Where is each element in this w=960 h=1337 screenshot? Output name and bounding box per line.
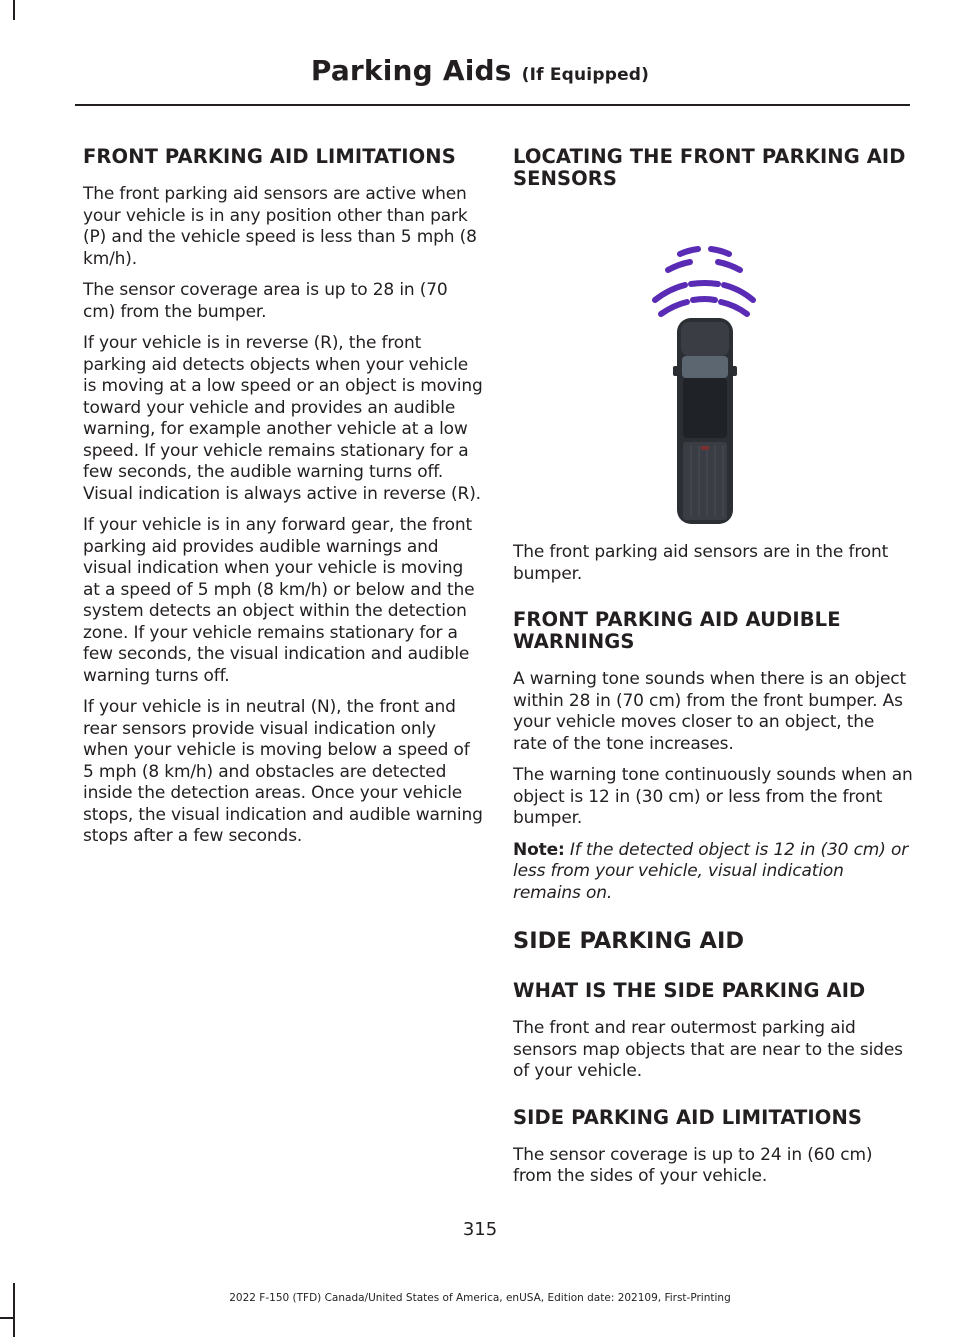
locating-text: The front parking aid sensors are in the front bumper. bbox=[513, 542, 889, 584]
paragraph: The warning tone continuously sounds when an object is 12 in (30 cm) or less from the front bumper. bbox=[513, 765, 913, 828]
page-number: 315 bbox=[462, 1219, 498, 1240]
note-text: If the detected object is 12 in (30 cm) or less from your vehicle, visual indication remains on. bbox=[513, 839, 909, 903]
paragraph: The sensor coverage area is up to 28 in (70 cm) from the bumper. bbox=[83, 280, 448, 322]
paragraph: If your vehicle is in neutral (N), the front and rear sensors provide visual indication only when your vehicle is moving below a speed of 5 mph (8 km/h) and obstacles are detected inside the detection areas. Once your vehicle stops, the visual indication and audible warning stops after a few seconds. bbox=[83, 697, 483, 846]
sensor-wave-arc bbox=[661, 302, 687, 314]
header-divider bbox=[75, 104, 910, 106]
truck-top-view bbox=[673, 318, 737, 524]
crop-mark-bottom-left-h bbox=[0, 1317, 14, 1319]
front-sensor-illustration bbox=[513, 206, 913, 542]
truck-mirror-left bbox=[673, 366, 679, 376]
locating-sensors-heading: LOCATING THE FRONT PARKING AID SENSORS bbox=[513, 145, 906, 190]
truck-roof bbox=[683, 378, 727, 438]
page-title bbox=[0, 54, 960, 87]
truck-bed bbox=[683, 442, 727, 520]
right-column bbox=[513, 146, 913, 1198]
audible-warnings-heading: FRONT PARKING AID AUDIBLE WARNINGS bbox=[513, 608, 841, 653]
truck-brake-light bbox=[701, 446, 709, 450]
paragraph: If your vehicle is in any forward gear, the front parking aid provides audible warnings and visual indication when your vehicle is moving at a speed of 5 mph (8 km/h) or below and the system detects an object within the detection zone. If your vehicle remains stationary for a few seconds, the visual indication and audible warning turns off. bbox=[83, 515, 475, 686]
sensor-wave-arc bbox=[668, 262, 690, 270]
paragraph: The front parking aid sensors are active when your vehicle is in any position other than park (P) and the vehicle speed is less than 5 mph (8 km/h). bbox=[83, 184, 477, 269]
sensor-wave-arc bbox=[680, 249, 698, 254]
sensor-wave-arc bbox=[691, 283, 718, 284]
side-parking-aid-limitations-heading: SIDE PARKING AID LIMITATIONS bbox=[513, 1105, 863, 1129]
section-title: Parking Aids bbox=[310, 54, 512, 87]
section-subtitle: (If Equipped) bbox=[521, 65, 650, 85]
sensor-wave-arc bbox=[655, 285, 685, 300]
note-label: Note: bbox=[513, 839, 565, 860]
paragraph: A warning tone sounds when there is an object within 28 in (70 cm) from the front bumper. As your vehicle moves closer to an object, the rate of the tone increases. bbox=[513, 669, 906, 754]
paragraph: The sensor coverage is up to 24 in (60 cm) from the sides of your vehicle. bbox=[513, 1144, 873, 1186]
sensor-wave-arc bbox=[721, 302, 747, 314]
paragraph: The front and rear outermost parking aid sensors map objects that are near to the sides of your vehicle. bbox=[513, 1018, 903, 1081]
sensor-wave-arc bbox=[724, 285, 753, 300]
truck-windshield bbox=[682, 356, 728, 378]
sensor-wave-arc bbox=[718, 262, 740, 270]
left-column bbox=[83, 146, 483, 858]
truck-hood bbox=[681, 322, 729, 356]
note bbox=[513, 840, 913, 905]
crop-mark-top-left bbox=[13, 0, 15, 20]
front-parking-aid-limitations-heading: FRONT PARKING AID LIMITATIONS bbox=[83, 145, 456, 168]
side-parking-aid-heading: SIDE PARKING AID bbox=[513, 928, 745, 954]
vehicle-top-view-diagram bbox=[513, 206, 913, 542]
paragraph: If your vehicle is in reverse (R), the front parking aid detects objects when your vehicle is moving at a low speed or an object is moving toward your vehicle and provides an audible warning, for example another vehicle at a low speed. If your vehicle remains stationary for a few seconds, the audible warning turns off. Visual indication is always active in reverse (R). bbox=[83, 333, 483, 504]
what-is-side-parking-aid-heading: WHAT IS THE SIDE PARKING AID bbox=[513, 979, 866, 1002]
sensor-wave-arc bbox=[711, 249, 729, 254]
truck-mirror-right bbox=[731, 366, 737, 376]
footer-edition-info: 2022 F-150 (TFD) Canada/United States of America, enUSA, Edition date: 202109, First-Printing bbox=[229, 1292, 731, 1304]
sensor-wave-arc bbox=[693, 299, 715, 300]
sensor-wave-arcs bbox=[655, 249, 753, 314]
